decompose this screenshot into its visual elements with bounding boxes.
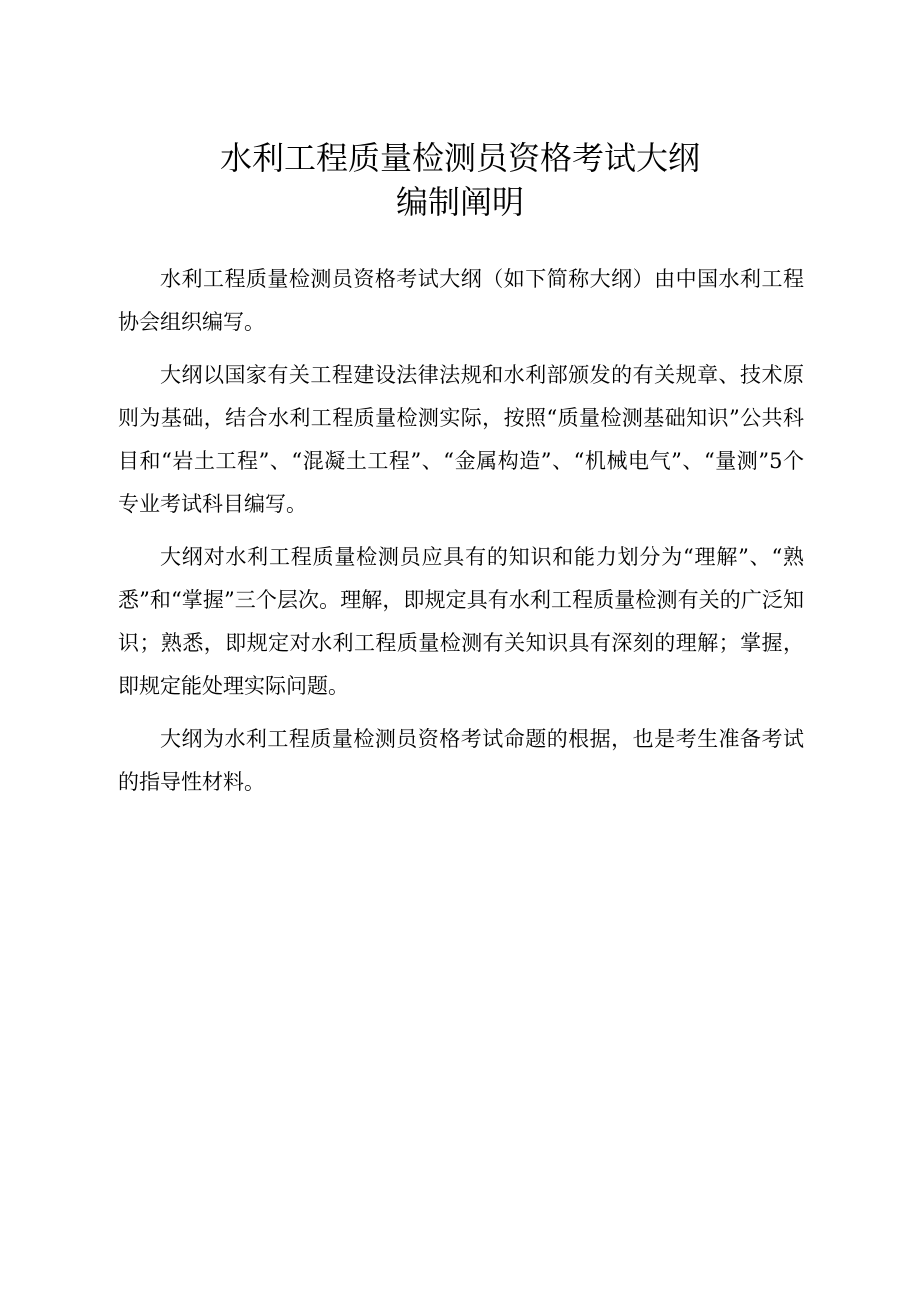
paragraph-purpose: 大纲为水利工程质量检测员资格考试命题的根据，也是考生准备考试的指导性材料。 bbox=[118, 727, 804, 794]
title-line-1: 水利工程质量检测员资格考试大纲 bbox=[219, 139, 700, 177]
paragraph-levels: 大纲对水利工程质量检测员应具有的知识和能力划分为“理解”、“熟悉”和“掌握”三个层次。理解，即规定具有水利工程质量检测有关的广泛知识；熟悉，即规定对水利工程质量检测有关知识具有深刻的理解；掌握，即规定能处理实际问题。 bbox=[118, 545, 804, 698]
document-body bbox=[118, 258, 804, 814]
paragraph-intro: 水利工程质量检测员资格考试大纲（如下简称大纲）由中国水利工程协会组织编写。 bbox=[118, 267, 804, 334]
document-title bbox=[0, 136, 920, 224]
title-line-2: 编制阐明 bbox=[395, 183, 524, 221]
paragraph-basis: 大纲以国家有关工程建设法律法规和水利部颁发的有关规章、技术原则为基础，结合水利工程质量检测实际，按照“质量检测基础知识”公共科目和“岩土工程”、“混凝土工程”、“金属构造”、“机械电气”、“量测”5个专业考试科目编写。 bbox=[118, 363, 804, 516]
